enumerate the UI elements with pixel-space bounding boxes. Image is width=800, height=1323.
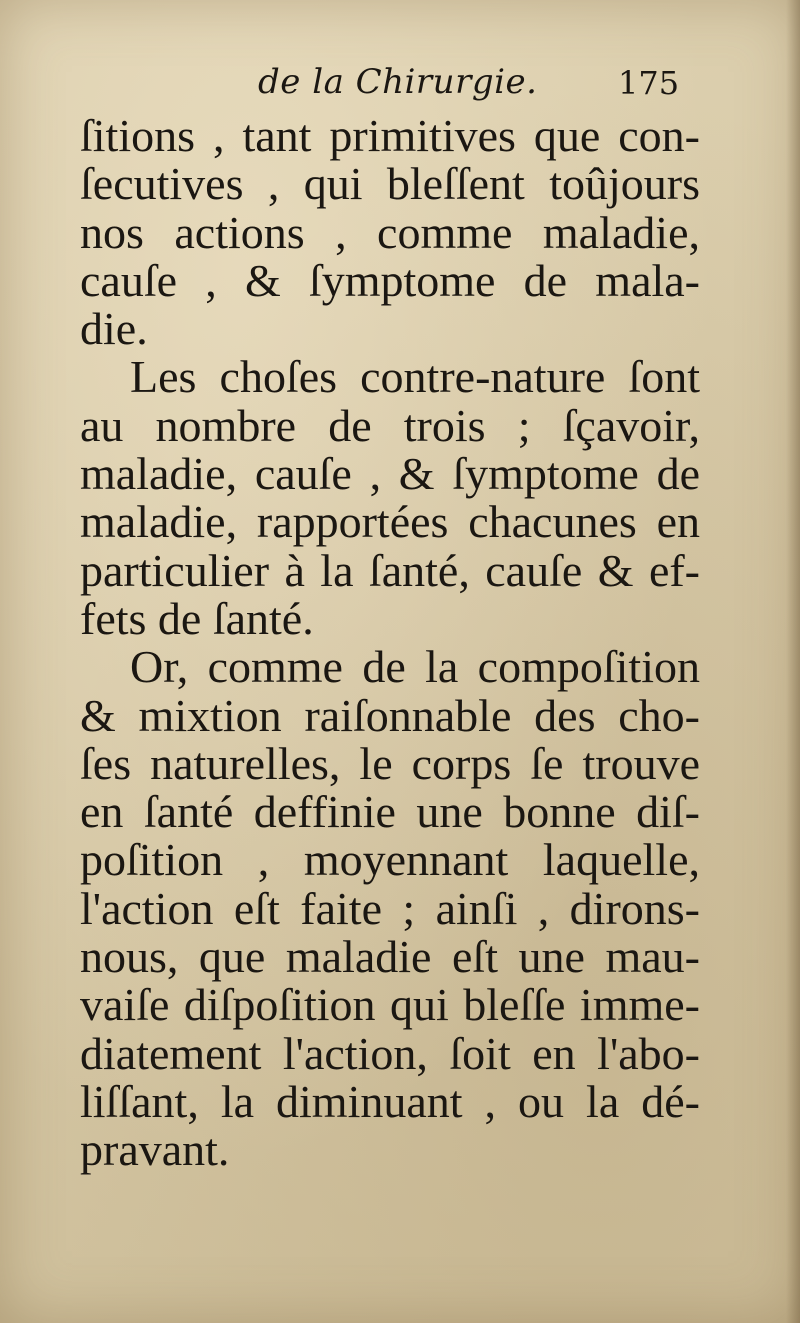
text-line: ſecutives , qui bleſſent toûjours [80, 158, 700, 210]
text-line: cauſe , & ſymptome de mala- [80, 254, 700, 306]
text-line: fets de ſanté. [80, 592, 314, 644]
text-line: pravant. [80, 1124, 230, 1176]
text-line: nous, que maladie eſt une mau- [80, 931, 700, 983]
running-head: de la Chirurgie. [258, 62, 538, 102]
text-line: au nombre de trois ; ſçavoir, [80, 399, 700, 451]
text-line: ſes naturelles, le corps ſe trouve [80, 737, 700, 789]
text-line: en ſanté deffinie une bonne diſ- [80, 786, 700, 838]
text-line: vaiſe diſpoſition qui bleſſe imme- [80, 979, 700, 1031]
text-line: particulier à la ſanté, cauſe & ef- [80, 544, 700, 596]
body-text [80, 112, 700, 1175]
page-header [258, 62, 708, 112]
text-line: liſſant, la diminuant , ou la dé- [80, 1075, 700, 1127]
text-line: maladie, rapportées chacunes en [80, 496, 700, 548]
text-line: l'action eſt faite ; ainſi , dirons- [80, 882, 700, 934]
text-line: & mixtion raiſonnable des cho- [80, 689, 700, 741]
text-line: die. [80, 303, 148, 355]
text-line: nos actions , comme maladie, [80, 206, 700, 258]
text-line: diatement l'action, ſoit en l'abo- [80, 1027, 700, 1079]
page-edge-shadow [786, 0, 800, 1323]
page-number: 175 [618, 64, 680, 102]
text-line: ſitions , tant primitives que con- [80, 110, 700, 161]
text-line: Or, comme de la compoſition [130, 641, 700, 693]
text-line: Les choſes contre-nature ſont [130, 351, 700, 403]
text-line: poſition , moyennant laquelle, [80, 834, 700, 886]
text-line: maladie, cauſe , & ſymptome de [80, 448, 700, 500]
